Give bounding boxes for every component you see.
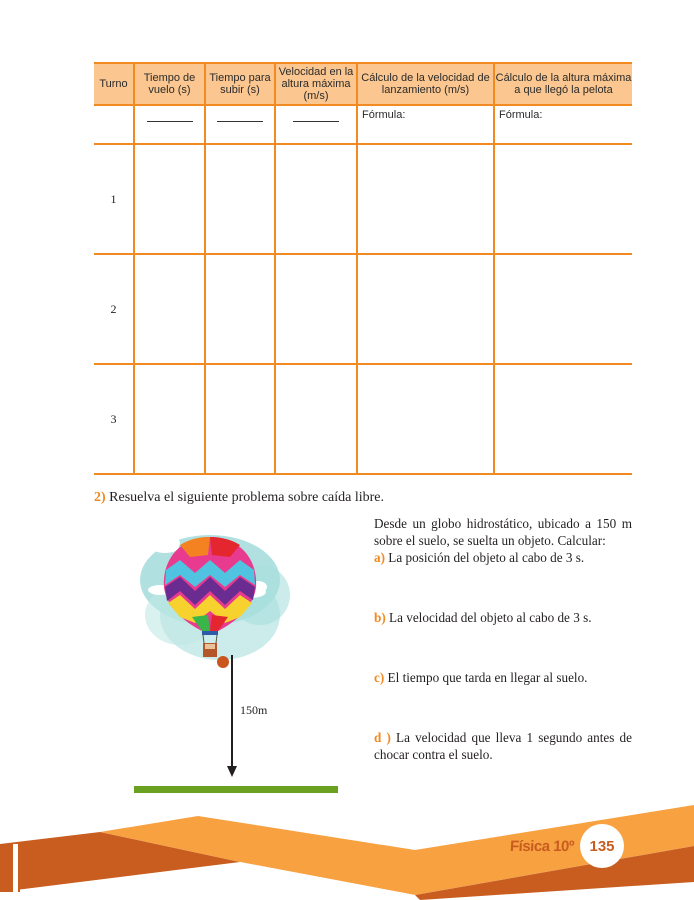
answer-cell[interactable] [275,364,357,474]
blank-cell[interactable] [205,105,275,144]
problem-item-d [374,729,632,763]
header-turno: Turno [94,63,134,105]
answer-cell[interactable] [205,254,275,364]
header-velocidad-lanzamiento: Cálculo de la velocidad de lanzamiento (m/s) [357,63,494,105]
formula-row [94,105,632,144]
item-text: La velocidad que lleva 1 segundo antes de chocar contra el suelo. [374,730,632,762]
answer-cell[interactable] [205,144,275,254]
ground-line [134,786,338,793]
item-letter: a) [374,550,385,565]
data-table-container [94,62,632,475]
answer-cell[interactable] [275,254,357,364]
question-text: Resuelva el siguiente problema sobre caída libre. [109,490,385,505]
blank-cell[interactable] [134,105,205,144]
data-table [94,62,632,475]
falling-object-icon [217,656,229,668]
turn-number: 3 [94,364,134,474]
header-altura-maxima: Cálculo de la altura máxima a que llegó la pelota [494,63,632,105]
formula-label: Fórmula: [362,109,406,121]
question-number: 2) [94,490,106,505]
header-velocidad-altura-maxima: Velocidad en la altura máxima (m/s) [275,63,357,105]
formula-cell-empty [94,105,134,144]
answer-cell[interactable] [494,364,632,474]
table-row [94,144,632,254]
problem-item-a [374,549,632,566]
header-tiempo-vuelo: Tiempo de vuelo (s) [134,63,205,105]
blank-line [147,120,193,122]
book-title: Física 10º [509,838,575,855]
header-tiempo-subir: Tiempo para subir (s) [205,63,275,105]
formula-label: Fórmula: [499,109,543,121]
answer-cell[interactable] [494,254,632,364]
answer-cell[interactable] [357,144,494,254]
blank-line [217,120,263,122]
table-row [94,364,632,474]
formula-cell[interactable] [357,105,494,144]
height-label: 150m [240,703,268,717]
answer-cell[interactable] [205,364,275,474]
item-text: La posición del objeto al cabo de 3 s. [388,550,585,565]
item-letter: c) [374,670,385,685]
balloon-illustration [120,525,350,805]
height-arrow-icon [227,655,237,777]
question-2 [94,490,384,506]
item-letter: b) [374,610,386,625]
table-row [94,254,632,364]
answer-cell[interactable] [494,144,632,254]
page-number: 135 [580,824,624,868]
answer-cell[interactable] [275,144,357,254]
answer-cell[interactable] [134,364,205,474]
blank-line [293,120,339,122]
table-header-row [94,63,632,105]
turn-number: 2 [94,254,134,364]
blank-cell[interactable] [275,105,357,144]
problem-item-c [374,669,632,686]
item-letter: d ) [374,730,391,745]
problem-item-b [374,609,632,626]
item-text: La velocidad del objeto al cabo de 3 s. [389,610,592,625]
turn-number: 1 [94,144,134,254]
answer-cell[interactable] [357,254,494,364]
problem-statement: Desde un globo hidrostático, ubicado a 150 m sobre el suelo, se suelta un objeto. Calcular: [374,516,632,548]
answer-cell[interactable] [134,254,205,364]
answer-cell[interactable] [357,364,494,474]
formula-cell[interactable] [494,105,632,144]
item-text: El tiempo que tarda en llegar al suelo. [387,670,588,685]
answer-cell[interactable] [134,144,205,254]
